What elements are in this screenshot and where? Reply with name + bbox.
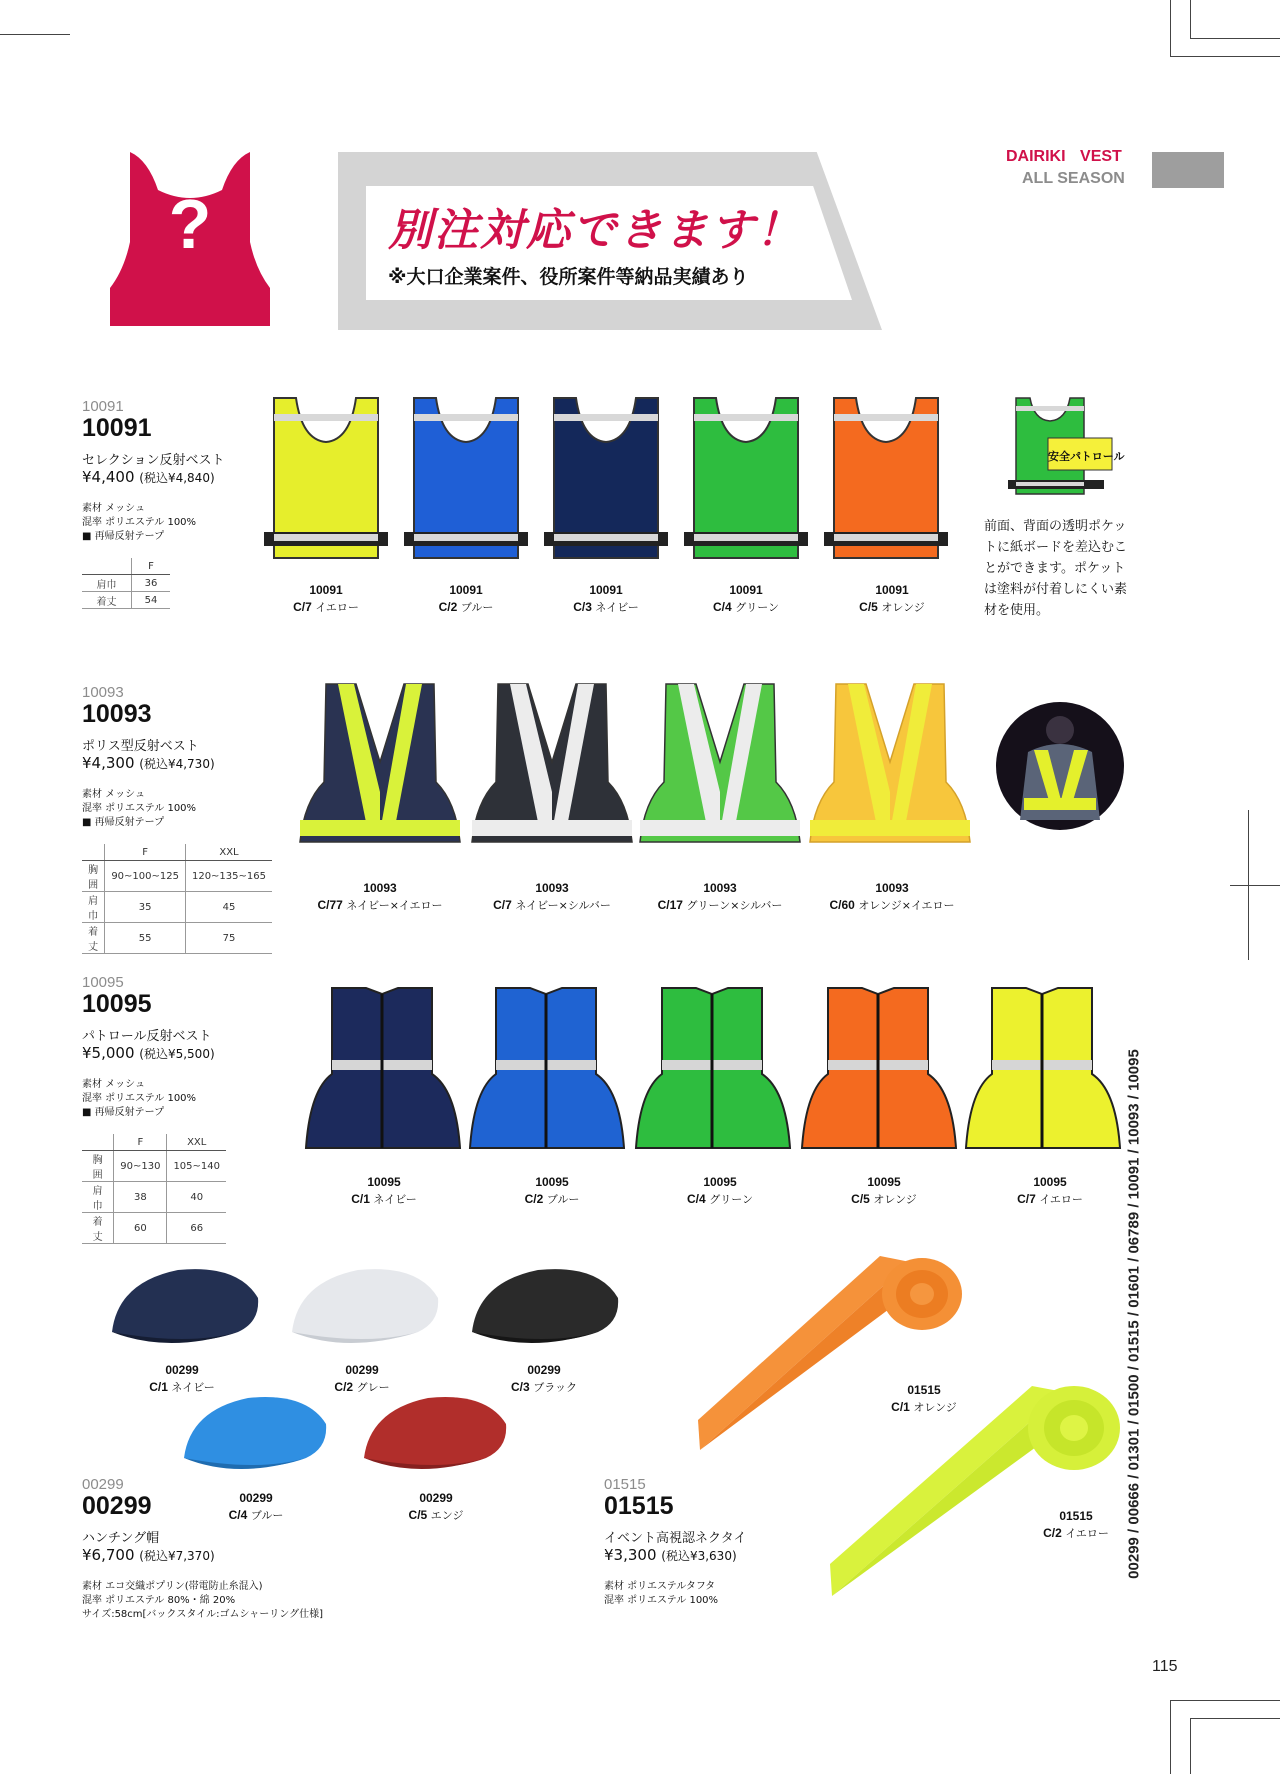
product-name: イベント高視認ネクタイ [604,1531,747,1546]
variant-caption: 01515 C/1 オレンジ [891,1383,957,1414]
variant-caption: 10095 C/2 ブルー [524,1175,580,1206]
size-value: 38 [114,1182,167,1213]
spec-feature: ■ 再帰反射テープ [82,531,165,542]
spec-blend: 混率 ポリエステル 80%・綿 20% [82,1595,236,1606]
price-tax: (税込¥3,630) [661,1549,737,1563]
brand-line-2: ALL SEASON [1022,170,1125,187]
cap-black [468,1262,624,1354]
size-head [82,1134,114,1151]
crop-mark [1190,1718,1191,1774]
product-code-small: 01515 [604,1476,646,1493]
variant-caption: 10093 C/17 グリーン×シルバー [657,881,783,912]
size-head [82,558,132,575]
size-value: 40 [167,1182,226,1213]
vest-10093-night-photo [994,700,1126,832]
variant-caption: 10091 C/2 ブルー [438,583,494,614]
product-code-small: 10091 [82,398,124,415]
note-line: とができます。ポケット [984,561,1126,576]
size-head: F [114,1134,167,1151]
variant-caption: 00299 C/1 ネイビー [149,1363,215,1394]
variant-caption: 00299 C/3 ブラック [511,1363,577,1394]
product-code: 01515 [604,1492,674,1520]
vest-10091-orange [822,396,950,564]
spec-material: 素材 メッシュ [82,1079,145,1090]
banner-subtitle: ※大口企業案件、役所案件等納品実績あり [388,266,749,288]
spec-blend: 混率 ポリエステル 100% [82,1093,197,1104]
side-index-text: 00299 / 00666 / 01301 / 01500 / 01515 / 01601 / 06789 / 10091 / 10093 / 10095 [1125,1049,1143,1579]
product-name: ハンチング帽 [82,1531,160,1546]
product-price [82,468,215,486]
size-value: 36 [132,575,170,592]
variant-caption: 10095 C/1 ネイビー [351,1175,417,1206]
spec-blend: 混率 ポリエステル 100% [82,517,197,528]
pocket-label: 安全パトロール [1048,450,1125,463]
product-code-small: 00299 [82,1476,124,1493]
vest-10091-yellow [262,396,390,564]
size-table [82,558,170,609]
size-head: F [132,558,170,575]
price-value: ¥6,700 [82,1546,135,1564]
cap-maroon [360,1390,510,1480]
vest-10093-orange-yellow [806,682,974,858]
variant-caption: 10091 C/7 イエロー [293,583,359,614]
vest-10095-blue [466,984,628,1152]
price-tax: (税込¥5,500) [139,1047,215,1061]
spec-feature: ■ 再帰反射テープ [82,817,165,828]
crop-mark [1230,885,1280,886]
variant-caption: 00299 C/2 グレー [334,1363,390,1394]
brand-name: DAIRIKI [1006,148,1066,165]
variant-caption: 10093 C/77 ネイビー×イエロー [317,881,443,912]
spec-material: 素材 メッシュ [82,503,145,514]
note-line: 材を使用。 [984,603,1050,618]
product-spec [82,502,196,544]
crop-mark [0,34,70,35]
size-head: F [105,844,186,861]
variant-caption: 10091 C/4 グリーン [713,583,779,614]
product-price [604,1546,737,1564]
vest-10093-navy-yellow [296,682,464,858]
crop-mark [1190,1718,1280,1719]
crop-mark [1190,0,1191,38]
vest-10093-green-silver [636,682,804,858]
question-mark-icon: ? [168,185,212,263]
product-code-small: 10093 [82,684,124,701]
size-table [82,844,272,954]
crop-mark [1170,1700,1171,1774]
size-value: 35 [105,892,186,923]
product-code: 10093 [82,700,152,728]
product-spec [82,1580,323,1622]
variant-caption: 10093 C/7 ネイビー×シルバー [493,881,611,912]
spec-blend: 混率 ポリエステル 100% [604,1595,719,1606]
crop-mark [1170,1700,1280,1701]
size-head [82,844,105,861]
price-value: ¥3,300 [604,1546,657,1564]
vest-10095-navy [302,984,464,1152]
spec-blend: 混率 ポリエステル 100% [82,803,197,814]
variant-caption: 10091 C/5 オレンジ [859,583,925,614]
size-head: XXL [185,844,272,861]
cap-gray [288,1262,444,1354]
size-label: 肩巾 [82,892,105,923]
vest-10091-green [682,396,810,564]
size-head: XXL [167,1134,226,1151]
product-spec [604,1580,718,1608]
variant-caption: 10095 C/5 オレンジ [851,1175,917,1206]
spec-size: サイズ:58cm[バックスタイル:ゴムシャーリング仕様] [82,1609,324,1620]
size-value: 54 [132,592,170,609]
vest-10095-green [632,984,794,1152]
spec-feature: ■ 再帰反射テープ [82,1107,165,1118]
crop-mark [1190,38,1280,39]
cap-blue [180,1390,330,1480]
size-label: 胸囲 [82,861,105,892]
note-line: トに紙ボードを差込むこ [984,540,1128,555]
vest-10095-orange [798,984,960,1152]
variant-caption: 10095 C/7 イエロー [1017,1175,1083,1206]
brand-category: VEST [1080,148,1122,165]
banner-title: 別注対応できます！ [388,205,802,256]
size-value: 60 [114,1213,167,1244]
note-line: 前面、背面の透明ポケッ [984,519,1127,534]
price-tax: (税込¥4,730) [139,757,215,771]
product-price [82,1546,215,1564]
size-label: 胸囲 [82,1151,114,1182]
price-tax: (税込¥7,370) [139,1549,215,1563]
size-value: 55 [105,923,186,954]
product-code: 00299 [82,1492,152,1520]
size-label: 肩巾 [82,1182,114,1213]
brand-line-1 [1006,148,1122,166]
price-value: ¥4,300 [82,754,135,772]
variant-caption: 00299 C/4 ブルー [228,1491,284,1522]
side-index [1120,1004,1148,1624]
product-code: 10095 [82,990,152,1018]
variant-caption: 00299 C/5 エンジ [408,1491,464,1522]
cap-navy [108,1262,264,1354]
crop-mark [1170,56,1280,57]
price-tax: (税込¥4,840) [139,471,215,485]
vest-10095-yellow [962,984,1124,1152]
spec-material: 素材 メッシュ [82,789,145,800]
variant-caption: 10095 C/4 グリーン [687,1175,753,1206]
note-line: は塗料が付着しにくい素 [984,582,1128,597]
spec-material: 素材 ポリエステルタフタ [604,1581,716,1592]
size-label: 肩巾 [82,575,132,592]
size-table [82,1134,226,1244]
vest-10093-navy-silver [468,682,636,858]
product-name: セレクション反射ベスト [82,453,225,468]
product-name: ポリス型反射ベスト [82,739,199,754]
vest-10091-navy [542,396,670,564]
size-value: 120~135~165 [185,861,272,892]
size-label: 着丈 [82,923,105,954]
page-number: 115 [1152,1658,1178,1675]
product-spec [82,788,196,830]
product-code: 10091 [82,414,152,442]
size-value: 90~130 [114,1151,167,1182]
product-name: パトロール反射ベスト [82,1029,212,1044]
product-code-small: 10095 [82,974,124,991]
size-value: 105~140 [167,1151,226,1182]
size-value: 66 [167,1213,226,1244]
product-price [82,1044,215,1062]
size-value: 90~100~125 [105,861,186,892]
price-value: ¥4,400 [82,468,135,486]
price-value: ¥5,000 [82,1044,135,1062]
section-tab [1152,152,1224,188]
pocket-note [984,516,1127,621]
size-label: 着丈 [82,1213,114,1244]
crop-mark [1170,0,1171,56]
product-spec [82,1078,196,1120]
product-price [82,754,215,772]
size-value: 75 [185,923,272,954]
spec-material: 素材 エコ交織ポプリン(帯電防止糸混入) [82,1581,263,1592]
variant-caption: 10091 C/3 ネイビー [573,583,639,614]
vest-10091-blue [402,396,530,564]
size-label: 着丈 [82,592,132,609]
variant-caption: 01515 C/2 イエロー [1043,1509,1109,1540]
variant-caption: 10093 C/60 オレンジ×イエロー [829,881,955,912]
size-value: 45 [185,892,272,923]
